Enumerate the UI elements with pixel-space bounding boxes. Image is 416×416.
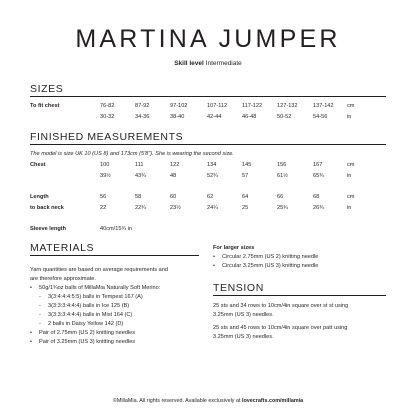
model-note: The model is size UK 10 (US 8) and 173cm (5'8"). She is wearing the second size. bbox=[30, 151, 234, 157]
yarn-line bbox=[30, 284, 202, 293]
yarn-item-4 bbox=[30, 320, 202, 329]
size-in-4: 42-44 bbox=[207, 114, 222, 120]
sleeve-label: Sleeve length bbox=[30, 226, 67, 232]
larger-item-2 bbox=[213, 262, 388, 271]
chest-in-3: 48 bbox=[170, 173, 177, 179]
bullet-icon: • bbox=[30, 285, 32, 291]
size-cm-5: 117-122 bbox=[242, 103, 263, 109]
length-cm-6: 66 bbox=[277, 194, 284, 200]
length-label-2: to back neck bbox=[30, 205, 64, 211]
skill-level bbox=[0, 60, 416, 68]
skill-level-label: Skill level bbox=[174, 60, 204, 67]
chest-cm-5: 145 bbox=[242, 162, 252, 168]
tension-p2-line-1: 25 sts and 45 rows to 10cm/4in square over patt using bbox=[213, 325, 348, 331]
materials-heading: MATERIALS bbox=[30, 242, 95, 254]
sleeve-value: 40cm/15¾ in bbox=[100, 226, 133, 232]
yarn-item-2 bbox=[30, 302, 202, 311]
dash-icon: - bbox=[39, 312, 41, 318]
length-in-3: 23½ bbox=[170, 205, 181, 211]
length-in-7: 26¾ bbox=[313, 205, 324, 211]
length-cm-4: 62 bbox=[207, 194, 214, 200]
finished-heading: FINISHED MEASUREMENTS bbox=[30, 131, 184, 143]
size-in-7: 54-56 bbox=[313, 114, 328, 120]
larger-sizes-heading: For larger sizes bbox=[213, 245, 255, 251]
sizes-heading: SIZES bbox=[30, 83, 64, 95]
length-in-6: 25¾ bbox=[277, 205, 288, 211]
yarn-item-1-text: 3(3:4:4:4:5:5) balls in Tempest 167 (A) bbox=[48, 294, 143, 300]
length-label: Length bbox=[30, 194, 49, 200]
dash-icon: - bbox=[39, 294, 41, 300]
bullet-icon: • bbox=[30, 330, 32, 336]
larger-sizes bbox=[213, 244, 388, 271]
footer-text: ©MillaMia. All rights reserved. Available exclusively at bbox=[112, 398, 241, 404]
size-in-6: 50-52 bbox=[277, 114, 292, 120]
length-cm-7: 68 bbox=[313, 194, 320, 200]
materials-list bbox=[30, 266, 202, 347]
chest-unit-cm: cm bbox=[347, 162, 355, 168]
length-cm-2: 58 bbox=[135, 194, 142, 200]
larger-item-1 bbox=[213, 253, 388, 262]
yarn-text: 50g/1¾oz balls of MillaMia Naturally Soft Merino: bbox=[39, 285, 161, 291]
chest-cm-1: 100 bbox=[100, 162, 110, 168]
size-unit-in: in bbox=[347, 114, 352, 120]
tension-rule bbox=[213, 295, 386, 296]
length-cm-5: 64 bbox=[242, 194, 249, 200]
larger-item-2-text: Circular 3.25mm (US 3) knitting needle bbox=[222, 263, 319, 269]
needle-2-text: Pair of 3.25mm (US 3) knitting needles bbox=[39, 339, 136, 345]
chest-cm-7: 167 bbox=[313, 162, 323, 168]
needle-1-text: Pair of 2.75mm (US 2) knitting needles bbox=[39, 330, 136, 336]
needle-line-2 bbox=[30, 338, 202, 347]
length-cm-3: 60 bbox=[170, 194, 177, 200]
chest-in-1: 39½ bbox=[100, 173, 111, 179]
footer bbox=[0, 398, 416, 405]
length-cm-1: 56 bbox=[100, 194, 107, 200]
bullet-icon: • bbox=[213, 263, 215, 269]
size-cm-4: 107-112 bbox=[207, 103, 228, 109]
length-unit-cm: cm bbox=[347, 194, 355, 200]
chest-unit-in: in bbox=[347, 173, 352, 179]
chest-in-6: 61½ bbox=[277, 173, 288, 179]
size-in-1: 30-32 bbox=[100, 114, 115, 120]
needle-line-1 bbox=[30, 329, 202, 338]
size-in-3: 38-40 bbox=[170, 114, 185, 120]
size-cm-7: 137-142 bbox=[313, 103, 334, 109]
larger-item-1-text: Circular 2.75mm (US 2) knitting needle bbox=[222, 254, 319, 260]
chest-in-5: 57 bbox=[242, 173, 249, 179]
tension-text bbox=[213, 302, 388, 342]
chest-cm-6: 156 bbox=[277, 162, 287, 168]
chest-in-2: 43¾ bbox=[135, 173, 146, 179]
length-in-4: 24¼ bbox=[207, 205, 218, 211]
yarn-item-3-text: 3(3:3:3:4:4:4) balls in Mist 164 (C) bbox=[48, 312, 133, 318]
tension-heading: TENSION bbox=[213, 282, 264, 294]
finished-rule bbox=[30, 144, 386, 145]
chest-cm-2: 111 bbox=[135, 162, 144, 168]
yarn-item-1 bbox=[30, 293, 202, 302]
sizes-rule bbox=[30, 96, 386, 97]
bullet-icon: • bbox=[30, 339, 32, 345]
chest-label: Chest bbox=[30, 162, 46, 168]
page-title: MARTINA JUMPER bbox=[75, 25, 341, 53]
yarn-item-4-text: 2 balls in Daisy Yellow 142 (D) bbox=[48, 321, 124, 327]
size-cm-6: 127-132 bbox=[277, 103, 298, 109]
dash-icon: - bbox=[39, 321, 41, 327]
chest-cm-4: 134 bbox=[207, 162, 217, 168]
tension-p1-line-1: 25 sts and 34 rows to 10cm/4in square over st st using bbox=[213, 303, 349, 309]
yarn-item-2-text: 3(3:3:3:4:4:4) balls in Ice 125 (B) bbox=[48, 303, 130, 309]
materials-intro-1: Yarn quantities are based on average requirements and bbox=[30, 267, 168, 273]
length-in-5: 25 bbox=[242, 205, 249, 211]
size-unit-cm: cm bbox=[347, 103, 355, 109]
size-in-2: 34-36 bbox=[135, 114, 150, 120]
length-in-1: 22 bbox=[100, 205, 107, 211]
tension-p1-line-2: 3.25mm (US 3) needles. bbox=[213, 312, 274, 318]
skill-level-value: Intermediate bbox=[205, 60, 242, 67]
length-in-2: 22¾ bbox=[135, 205, 146, 211]
yarn-item-3 bbox=[30, 311, 202, 320]
size-cm-1: 76-82 bbox=[100, 103, 115, 109]
bullet-icon: • bbox=[213, 254, 215, 260]
tension-p2-line-2: 3.25mm (US 3) needles. bbox=[213, 334, 274, 340]
chest-cm-3: 122 bbox=[170, 162, 180, 168]
materials-rule bbox=[30, 255, 199, 256]
length-unit-in: in bbox=[347, 205, 352, 211]
size-in-5: 46-48 bbox=[242, 114, 257, 120]
dash-icon: - bbox=[39, 303, 41, 309]
size-cm-3: 97-102 bbox=[170, 103, 188, 109]
to-fit-chest-label: To fit chest bbox=[30, 103, 60, 109]
chest-in-4: 52¾ bbox=[207, 173, 218, 179]
chest-in-7: 65¾ bbox=[313, 173, 324, 179]
footer-link[interactable]: lovecrafts.com/millamia bbox=[241, 398, 304, 404]
materials-intro-2: are therefore approximate. bbox=[30, 276, 96, 282]
size-cm-2: 87-92 bbox=[135, 103, 150, 109]
